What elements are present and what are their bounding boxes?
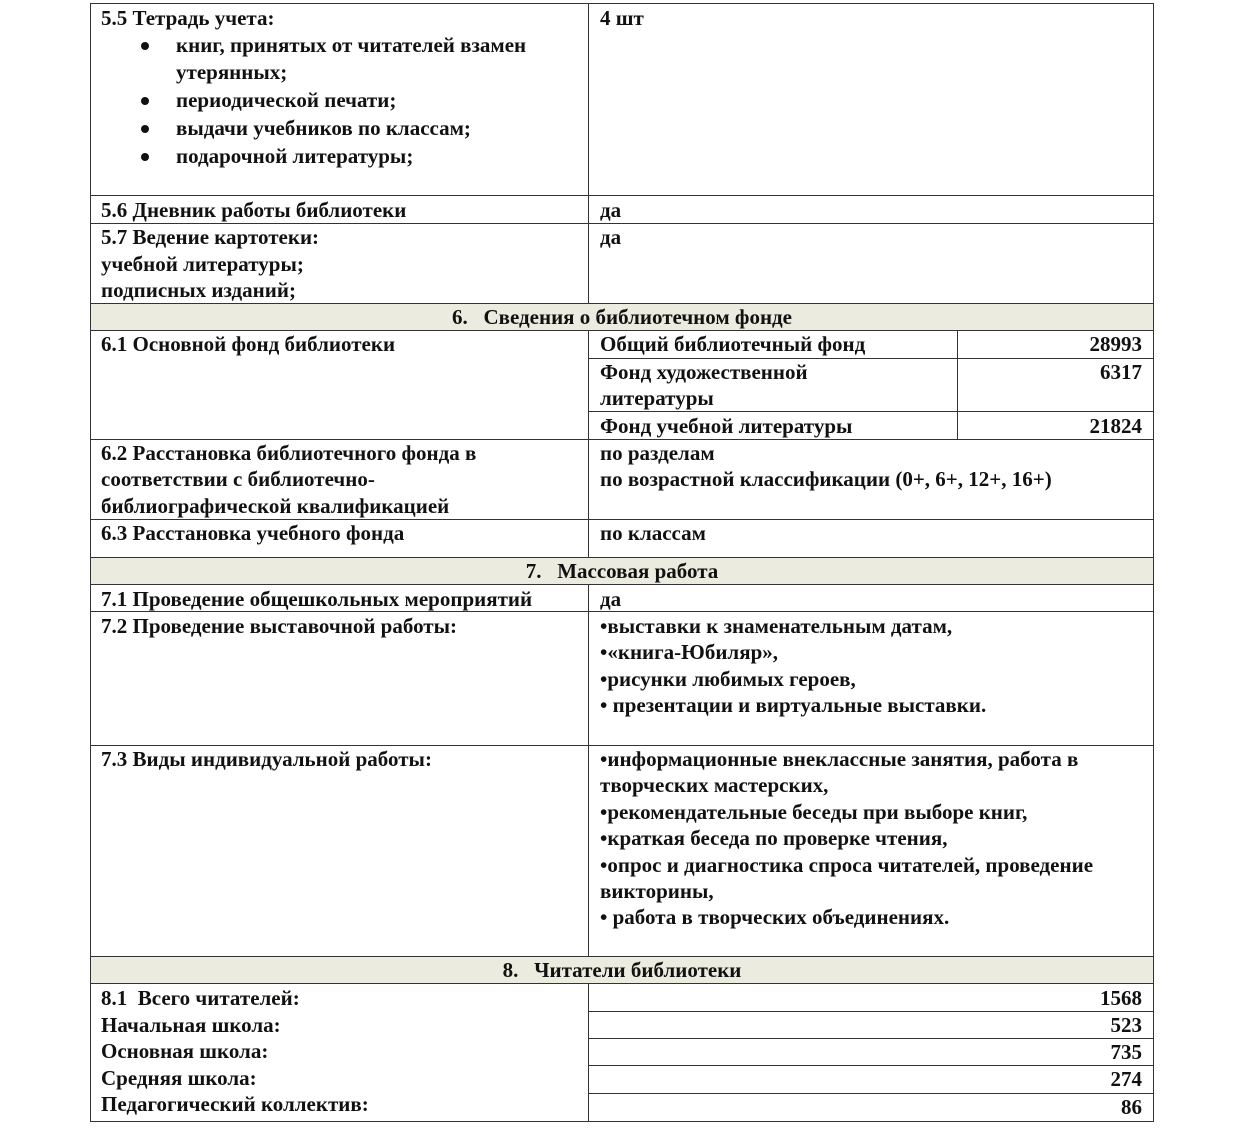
list-item: •информационные внеклассные занятия, работа в [600,747,1079,771]
row-5-7-line: подписных изданий; [101,278,296,302]
row-6-2-value: по разделам [600,441,715,465]
list-item: •краткая беседа по проверке чтения, [600,826,948,850]
list-item: • презентации и виртуальные выставки. [600,693,987,717]
list-item: выдачи учебников по классам; [176,116,471,140]
readers-value: 86 [1121,1095,1142,1119]
row-6-2-value: по возрастной классификации (0+, 6+, 12+, 16+) [600,467,1052,491]
row-7-1-label: 7.1 Проведение общешкольных мероприятий [101,587,533,611]
row-6-2-label: 6.2 Расстановка библиотечного фонда в [101,441,477,465]
row-6-3-value: по классам [600,521,706,545]
readers-value: 523 [1110,1013,1142,1037]
table-border-bottom [90,1121,1154,1122]
readers-label: Педагогический коллектив: [101,1092,369,1116]
row-5-5-value: 4 шт [600,6,644,30]
section-6-header: 6. Сведения о библиотечном фонде [451,305,793,329]
readers-label: 8.1 Всего читателей: [101,986,300,1010]
row-5-7-line: учебной литературы; [101,252,304,276]
list-item: утерянных; [176,60,288,84]
document-page [90,3,1154,1122]
section-7-header: 7. Массовая работа [525,559,719,583]
list-item: •«книга-Юбиляр», [600,640,778,664]
fund-total-value: 28993 [1089,332,1142,356]
row-6-3-label: 6.3 Расстановка учебного фонда [101,521,405,545]
fund-fiction-label: литературы [600,386,714,410]
row-7-2-label: 7.2 Проведение выставочной работы: [101,614,457,638]
fund-fiction-value: 6317 [1100,360,1142,384]
list-item: викторины, [600,879,714,903]
fund-textbook-value: 21824 [1089,414,1142,438]
list-item: периодической печати; [176,88,397,112]
list-item: •опрос и диагностика спроса читателей, проведение [600,853,1094,877]
row-border [90,195,1154,196]
bullet-icon [141,42,149,50]
row-7-3-label: 7.3 Виды индивидуальной работы: [101,747,432,771]
fund-fiction-label: Фонд художественной [600,360,808,384]
bullet-icon [141,125,149,133]
column-divider [588,3,589,303]
row-5-5-label: 5.5 Тетрадь учета: [101,6,275,30]
row-5-7-value: да [600,225,622,249]
column-divider [588,330,589,557]
readers-value: 735 [1110,1040,1142,1064]
list-item: • работа в творческих объединениях. [600,905,950,929]
readers-label: Основная школа: [101,1039,269,1063]
row-6-1-label: 6.1 Основной фонд библиотеки [101,332,396,356]
list-item: •выставки к знаменательным датам, [600,614,953,638]
readers-value: 274 [1110,1067,1142,1091]
fund-textbook-label: Фонд учебной литературы [600,414,853,438]
fund-total-label: Общий библиотечный фонд [600,332,866,356]
row-5-6-value: да [600,198,622,222]
list-item: книг, принятых от читателей взамен [176,33,527,57]
list-item: •рисунки любимых героев, [600,667,856,691]
readers-label: Средняя школа: [101,1066,257,1090]
row-6-2-label: библиографической квалификацией [101,494,450,518]
column-divider [588,584,589,956]
row-6-2-label: соответствии с библиотечно- [101,467,375,491]
readers-value: 1568 [1100,986,1142,1010]
list-item: подарочной литературы; [176,144,414,168]
row-7-1-value: да [600,587,622,611]
list-item: творческих мастерских, [600,773,829,797]
bullet-icon [141,97,149,105]
row-5-7-label: 5.7 Ведение картотеки: [101,225,320,249]
bullet-icon [141,153,149,161]
row-border [90,3,1154,4]
row-5-6-label: 5.6 Дневник работы библиотеки [101,198,407,222]
section-8-header: 8. Читатели библиотеки [502,958,742,982]
list-item: •рекомендательные беседы при выборе книг, [600,800,1028,824]
readers-label: Начальная школа: [101,1013,281,1037]
